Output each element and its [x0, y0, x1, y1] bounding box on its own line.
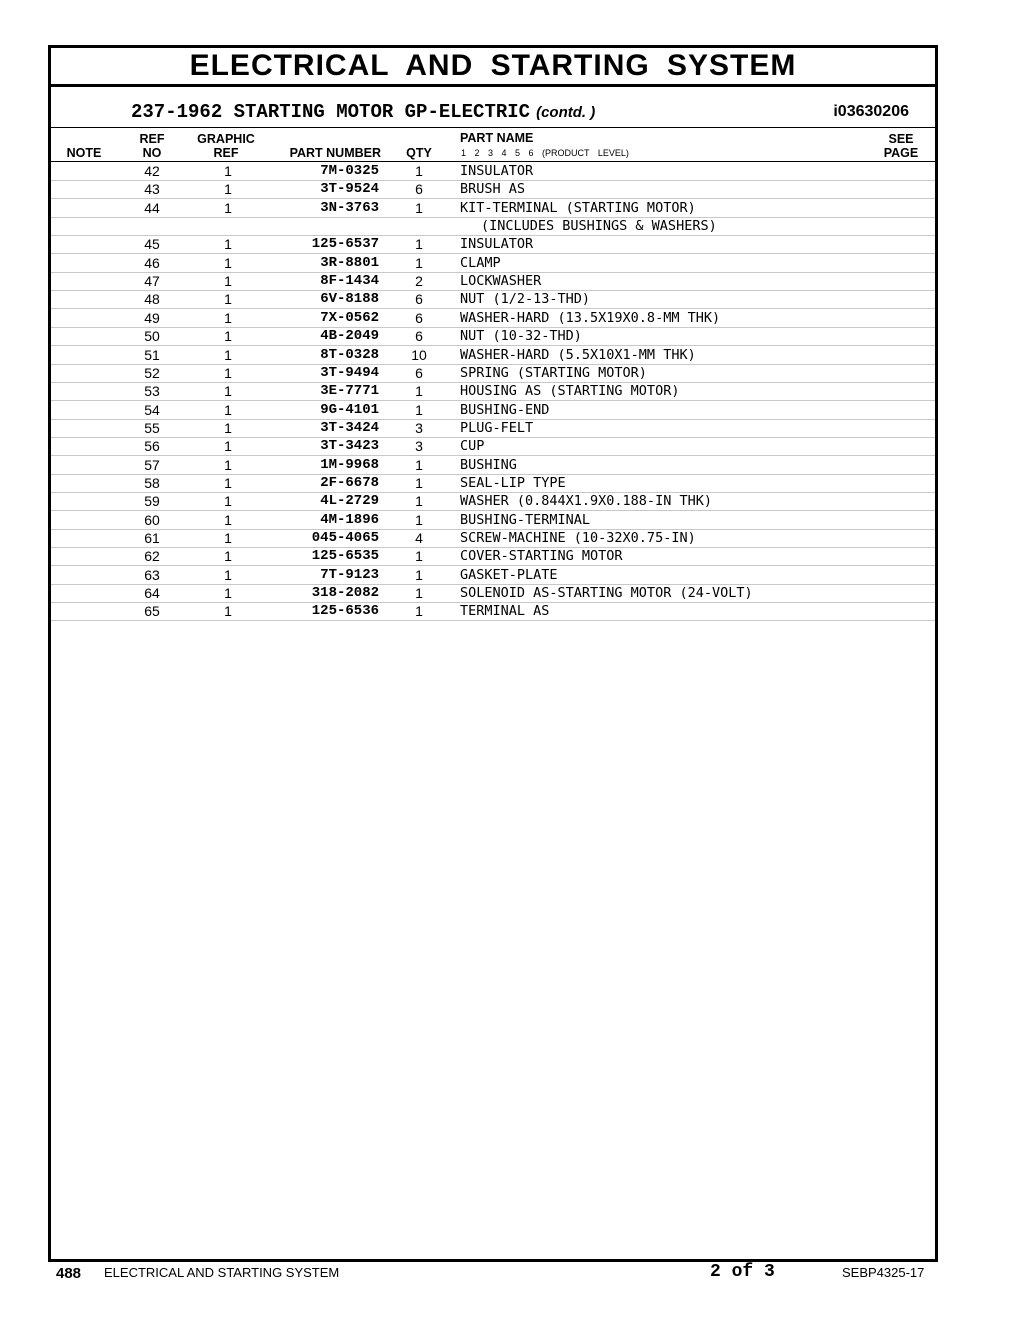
part-name-continued: (INCLUDES BUSHINGS & WASHERS) — [481, 218, 717, 235]
part-number: 1M-9968 — [320, 456, 379, 473]
part-name: BRUSH AS — [460, 181, 526, 198]
table-row — [51, 272, 935, 291]
col-graphic — [191, 132, 261, 160]
table-row — [51, 290, 935, 309]
table-row — [51, 584, 935, 603]
graphic-ref: 1 — [224, 456, 232, 473]
quantity: 3 — [415, 419, 423, 436]
ref-no: 42 — [144, 163, 160, 179]
quantity: 6 — [415, 181, 423, 198]
table-row — [51, 364, 935, 383]
graphic-ref: 1 — [224, 273, 232, 290]
part-number: 6V-8188 — [320, 291, 379, 308]
graphic-ref: 1 — [224, 181, 232, 198]
ref-no: 44 — [144, 199, 160, 216]
graphic-ref: 1 — [224, 548, 232, 565]
part-number: 4L-2729 — [320, 493, 379, 510]
page-number: 488 — [56, 1265, 82, 1282]
table-row — [51, 547, 935, 566]
table-row — [51, 474, 935, 493]
quantity: 4 — [415, 530, 423, 546]
quantity: 6 — [415, 291, 423, 308]
table-row — [51, 309, 935, 328]
table-row — [51, 419, 935, 438]
part-number: 8F-1434 — [320, 273, 379, 290]
ref-no: 45 — [144, 236, 160, 253]
part-number: 125-6535 — [311, 548, 379, 565]
part-name: BUSHING-TERMINAL — [460, 511, 591, 528]
part-name: KIT-TERMINAL (STARTING MOTOR) — [460, 199, 696, 216]
table-row — [51, 456, 935, 475]
page-frame — [48, 45, 938, 1262]
ref-no: 46 — [144, 254, 160, 271]
part-name: CUP — [460, 438, 485, 455]
col-ref-bottom: NO — [142, 146, 162, 160]
table-row — [51, 235, 935, 254]
col-part-name: PART NAME — [460, 131, 534, 145]
col-ref-top: REF — [139, 132, 165, 146]
part-number: 7M-0325 — [320, 163, 379, 179]
part-name: HOUSING AS (STARTING MOTOR) — [460, 383, 680, 400]
table-row — [51, 511, 935, 530]
illustration-id: i03630206 — [833, 103, 909, 120]
table-row — [51, 217, 935, 236]
table-row — [51, 382, 935, 401]
graphic-ref: 1 — [224, 328, 232, 345]
ref-no: 53 — [144, 383, 160, 400]
product-levels: 1 2 3 4 5 6 (PRODUCT LEVEL) — [461, 148, 629, 158]
ref-no: 47 — [144, 273, 160, 290]
part-name: BUSHING-END — [460, 401, 550, 418]
quantity: 1 — [415, 493, 423, 510]
ref-no: 65 — [144, 603, 160, 620]
part-name: INSULATOR — [460, 236, 534, 253]
quantity: 1 — [415, 603, 423, 620]
ref-no: 54 — [144, 401, 160, 418]
graphic-ref: 1 — [224, 163, 232, 179]
table-row — [51, 327, 935, 346]
ref-no: 43 — [144, 181, 160, 198]
table-row — [51, 492, 935, 511]
ref-no: 56 — [144, 438, 160, 455]
graphic-ref: 1 — [224, 199, 232, 216]
table-row — [51, 566, 935, 585]
part-name: COVER-STARTING MOTOR — [460, 548, 623, 565]
quantity: 1 — [415, 236, 423, 253]
table-row — [51, 346, 935, 365]
group-label: 237-1962 STARTING MOTOR GP-ELECTRIC — [131, 101, 531, 123]
quantity: 10 — [411, 346, 427, 363]
table-row — [51, 254, 935, 273]
graphic-ref: 1 — [224, 585, 232, 602]
part-number: 3T-9494 — [320, 364, 379, 381]
part-number: 8T-0328 — [320, 346, 379, 363]
continued-note: (contd. ) — [536, 104, 596, 121]
part-name: GASKET-PLATE — [460, 566, 558, 583]
part-number: 3T-9524 — [320, 181, 379, 198]
group-heading — [131, 101, 595, 123]
part-name: SEAL-LIP TYPE — [460, 474, 566, 491]
table-row — [51, 199, 935, 218]
ref-no: 50 — [144, 328, 160, 345]
part-number: 4M-1896 — [320, 511, 379, 528]
ref-no: 61 — [144, 530, 160, 546]
part-name: WASHER (0.844X1.9X0.188-IN THK) — [460, 493, 712, 510]
col-qty: QTY — [406, 146, 432, 160]
ref-no: 48 — [144, 291, 160, 308]
quantity: 1 — [415, 566, 423, 583]
col-part-number: PART NUMBER — [289, 146, 381, 160]
quantity: 1 — [415, 401, 423, 418]
graphic-ref: 1 — [224, 493, 232, 510]
quantity: 1 — [415, 474, 423, 491]
ref-no: 60 — [144, 511, 160, 528]
col-ref — [133, 132, 171, 160]
part-name: NUT (10-32-THD) — [460, 328, 582, 345]
ref-no: 55 — [144, 419, 160, 436]
ref-no: 62 — [144, 548, 160, 565]
table-row — [51, 401, 935, 420]
graphic-ref: 1 — [224, 364, 232, 381]
quantity: 2 — [415, 273, 423, 290]
ref-no: 58 — [144, 474, 160, 491]
part-name: LOCKWASHER — [460, 273, 542, 290]
part-name: CLAMP — [460, 254, 501, 271]
table-row — [51, 437, 935, 456]
col-see-bottom: PAGE — [883, 146, 919, 160]
document-id: SEBP4325-17 — [842, 1265, 925, 1280]
ref-no: 64 — [144, 585, 160, 602]
quantity: 1 — [415, 585, 423, 602]
ref-no: 63 — [144, 566, 160, 583]
table-row — [51, 162, 935, 181]
part-name: INSULATOR — [460, 163, 534, 179]
part-name: TERMINAL AS — [460, 603, 550, 620]
part-name: SOLENOID AS-STARTING MOTOR (24-VOLT) — [460, 585, 753, 602]
footer-section: ELECTRICAL AND STARTING SYSTEM — [104, 1265, 340, 1280]
part-number: 3T-3423 — [320, 438, 379, 455]
part-number: 3R-8801 — [320, 254, 379, 271]
part-number: 318-2082 — [311, 585, 379, 602]
quantity: 1 — [415, 383, 423, 400]
page-of: 2 of 3 — [710, 1262, 775, 1282]
graphic-ref: 1 — [224, 309, 232, 326]
ref-no: 59 — [144, 493, 160, 510]
graphic-ref: 1 — [224, 474, 232, 491]
part-number: 125-6536 — [311, 603, 379, 620]
part-name: WASHER-HARD (13.5X19X0.8-MM THK) — [460, 309, 721, 326]
col-graphic-bottom: REF — [213, 146, 239, 160]
graphic-ref: 1 — [224, 511, 232, 528]
quantity: 1 — [415, 254, 423, 271]
part-name: NUT (1/2-13-THD) — [460, 291, 591, 308]
part-number: 3E-7771 — [320, 383, 379, 400]
col-see-top: SEE — [888, 132, 914, 146]
table-row — [51, 180, 935, 199]
graphic-ref: 1 — [224, 291, 232, 308]
ref-no: 51 — [144, 346, 160, 363]
part-number: 125-6537 — [311, 236, 379, 253]
part-number: 4B-2049 — [320, 328, 379, 345]
part-name: SPRING (STARTING MOTOR) — [460, 364, 647, 381]
graphic-ref: 1 — [224, 438, 232, 455]
ref-no: 49 — [144, 309, 160, 326]
header-top-rule — [51, 127, 935, 128]
part-number: 7T-9123 — [320, 566, 379, 583]
col-see-page — [881, 132, 921, 160]
quantity: 6 — [415, 364, 423, 381]
ref-no: 52 — [144, 364, 160, 381]
quantity: 6 — [415, 328, 423, 345]
part-number: 7X-0562 — [320, 309, 379, 326]
quantity: 3 — [415, 438, 423, 455]
graphic-ref: 1 — [224, 236, 232, 253]
part-name: WASHER-HARD (5.5X10X1-MM THK) — [460, 346, 696, 363]
page-title: ELECTRICAL AND STARTING SYSTEM — [51, 48, 935, 87]
table-row — [51, 529, 935, 548]
part-number: 045-4065 — [311, 530, 379, 546]
part-number: 2F-6678 — [320, 474, 379, 491]
quantity: 1 — [415, 456, 423, 473]
quantity: 1 — [415, 199, 423, 216]
part-number: 9G-4101 — [320, 401, 379, 418]
table-row — [51, 602, 935, 621]
graphic-ref: 1 — [224, 383, 232, 400]
part-name: BUSHING — [460, 456, 517, 473]
part-number: 3T-3424 — [320, 419, 379, 436]
part-name: SCREW-MACHINE (10-32X0.75-IN) — [460, 530, 696, 546]
graphic-ref: 1 — [224, 401, 232, 418]
graphic-ref: 1 — [224, 346, 232, 363]
col-note: NOTE — [66, 146, 102, 160]
quantity: 1 — [415, 163, 423, 179]
col-graphic-top: GRAPHIC — [197, 132, 255, 146]
ref-no: 57 — [144, 456, 160, 473]
graphic-ref: 1 — [224, 254, 232, 271]
graphic-ref: 1 — [224, 603, 232, 620]
quantity: 6 — [415, 309, 423, 326]
part-number: 3N-3763 — [320, 199, 379, 216]
quantity: 1 — [415, 511, 423, 528]
part-name: PLUG-FELT — [460, 419, 534, 436]
graphic-ref: 1 — [224, 530, 232, 546]
graphic-ref: 1 — [224, 566, 232, 583]
quantity: 1 — [415, 548, 423, 565]
graphic-ref: 1 — [224, 419, 232, 436]
